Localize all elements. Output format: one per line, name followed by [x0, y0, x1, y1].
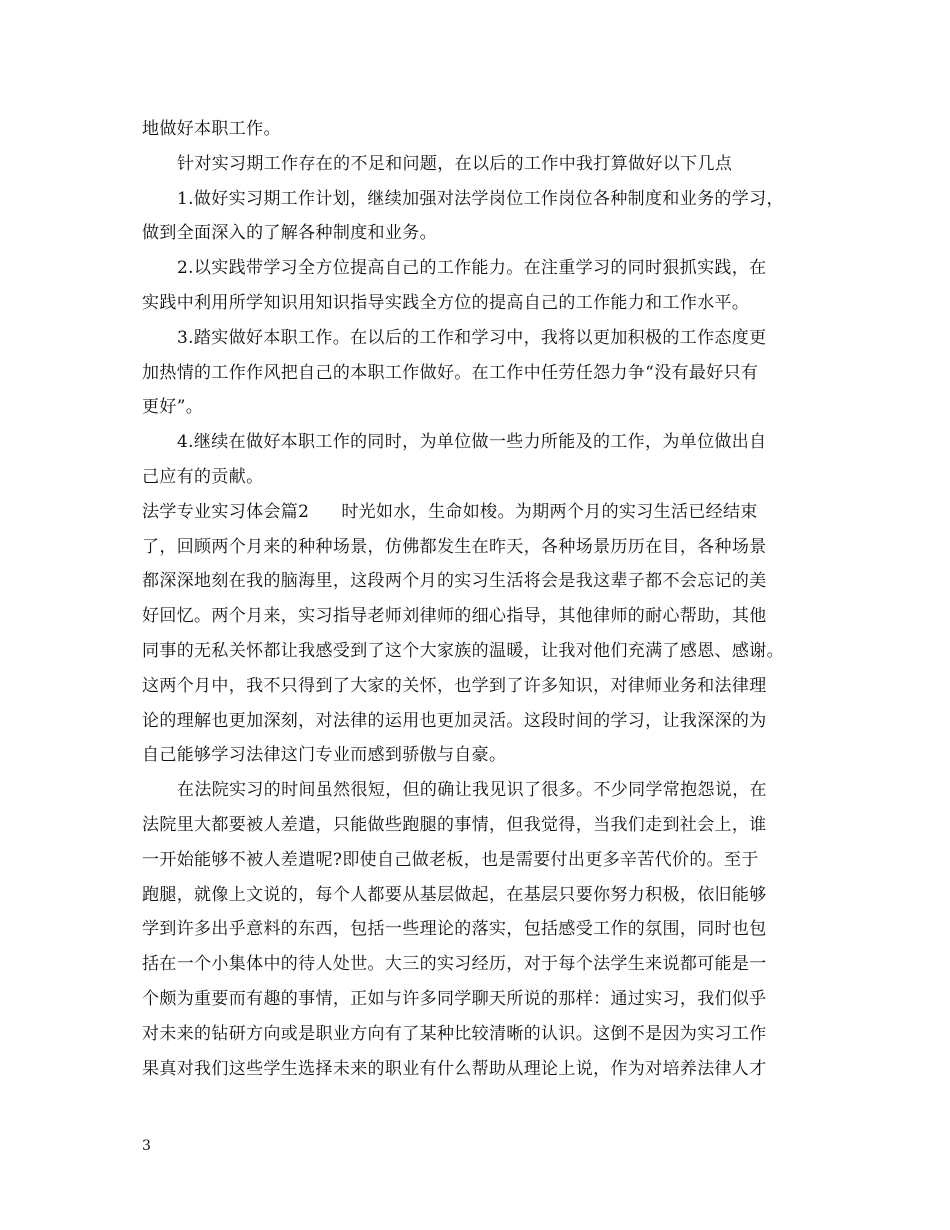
document-body — [142, 112, 822, 1086]
section-heading: 法学专业实习体会篇2 — [142, 501, 310, 522]
text-line: 加热情的工作作风把自己的本职工作做好。在工作中任劳任怨力争“没有最好只有 — [142, 362, 759, 383]
text-line: 在法院实习的时间虽然很短，但的确让我见识了很多。不少同学常抱怨说，在 — [177, 780, 767, 801]
text-line: 1.做好实习期工作计划，继续加强对法学岗位工作岗位各种制度和业务的学习， — [177, 188, 784, 209]
section-heading-line — [142, 495, 822, 530]
text-line: 法院里大都要被人差遣，只能做些跑腿的事情，但我觉得，当我们走到社会上，谁 — [142, 814, 767, 835]
text-line: 更好”。 — [142, 397, 204, 418]
text-line: 自己能够学习法律这门专业而感到骄傲与自豪。 — [142, 745, 507, 766]
text-run: 时光如水，生命如梭。为期两个月的实习生活已经结束 — [341, 501, 758, 522]
text-line: 己应有的贡献。 — [142, 466, 264, 487]
text-line: 做到全面深入的了解各种制度和业务。 — [142, 223, 437, 244]
text-line: 一开始能够不被人差遣呢?即使自己做老板，也是需要付出更多辛苦代价的。至于 — [142, 849, 759, 870]
text-line: 了，回顾两个月来的种种场景，仿佛都发生在昨天，各种场景历历在目，各种场景 — [142, 536, 767, 557]
text-line: 个颇为重要而有趣的事情，正如与许多同学聊天所说的那样：通过实习，我们似乎 — [142, 988, 767, 1009]
text-line: 4.继续在做好本职工作的同时，为单位做一些力所能及的工作，为单位做出自 — [177, 432, 767, 453]
text-line: 针对实习期工作存在的不足和问题，在以后的工作中我打算做好以下几点 — [177, 153, 733, 174]
text-line: 对未来的钻研方向或是职业方向有了某种比较清晰的认识。这倒不是因为实习工作 — [142, 1023, 767, 1044]
page-number: 3 — [142, 1138, 151, 1154]
text-line: 好回忆。两个月来，实习指导老师刘律师的细心指导，其他律师的耐心帮助，其他 — [142, 606, 767, 627]
text-line: 这两个月中，我不只得到了大家的关怀，也学到了许多知识，对律师业务和法律理 — [142, 675, 767, 696]
text-line: 都深深地刻在我的脑海里，这段两个月的实习生活将会是我这辈子都不会忘记的美 — [142, 571, 767, 592]
text-line: 论的理解也更加深刻，对法律的运用也更加灵活。这段时间的学习，让我深深的为 — [142, 710, 767, 731]
text-line: 地做好本职工作。 — [142, 119, 281, 139]
text-line: 同事的无私关怀都让我感受到了这个大家族的温暖，让我对他们充满了感恩、感谢。 — [142, 640, 784, 661]
text-line: 3.踏实做好本职工作。在以后的工作和学习中，我将以更加积极的工作态度更 — [177, 327, 767, 348]
text-line: 果真对我们这些学生选择未来的职业有什么帮助从理论上说，作为对培养法律人才 — [142, 1058, 767, 1079]
text-line: 跑腿，就像上文说的，每个人都要从基层做起，在基层只要你努力积极，依旧能够 — [142, 884, 767, 905]
text-line: 实践中利用所学知识用知识指导实践全方位的提高自己的工作能力和工作水平。 — [142, 292, 750, 313]
text-line: 2.以实践带学习全方位提高自己的工作能力。在注重学习的同时狠抓实践，在 — [177, 258, 767, 279]
text-line: 括在一个小集体中的待人处世。大三的实习经历，对于每个法学生来说都可能是一 — [142, 954, 767, 975]
text-line: 学到许多出乎意料的东西，包括一些理论的落实，包括感受工作的氛围，同时也包 — [142, 919, 767, 940]
